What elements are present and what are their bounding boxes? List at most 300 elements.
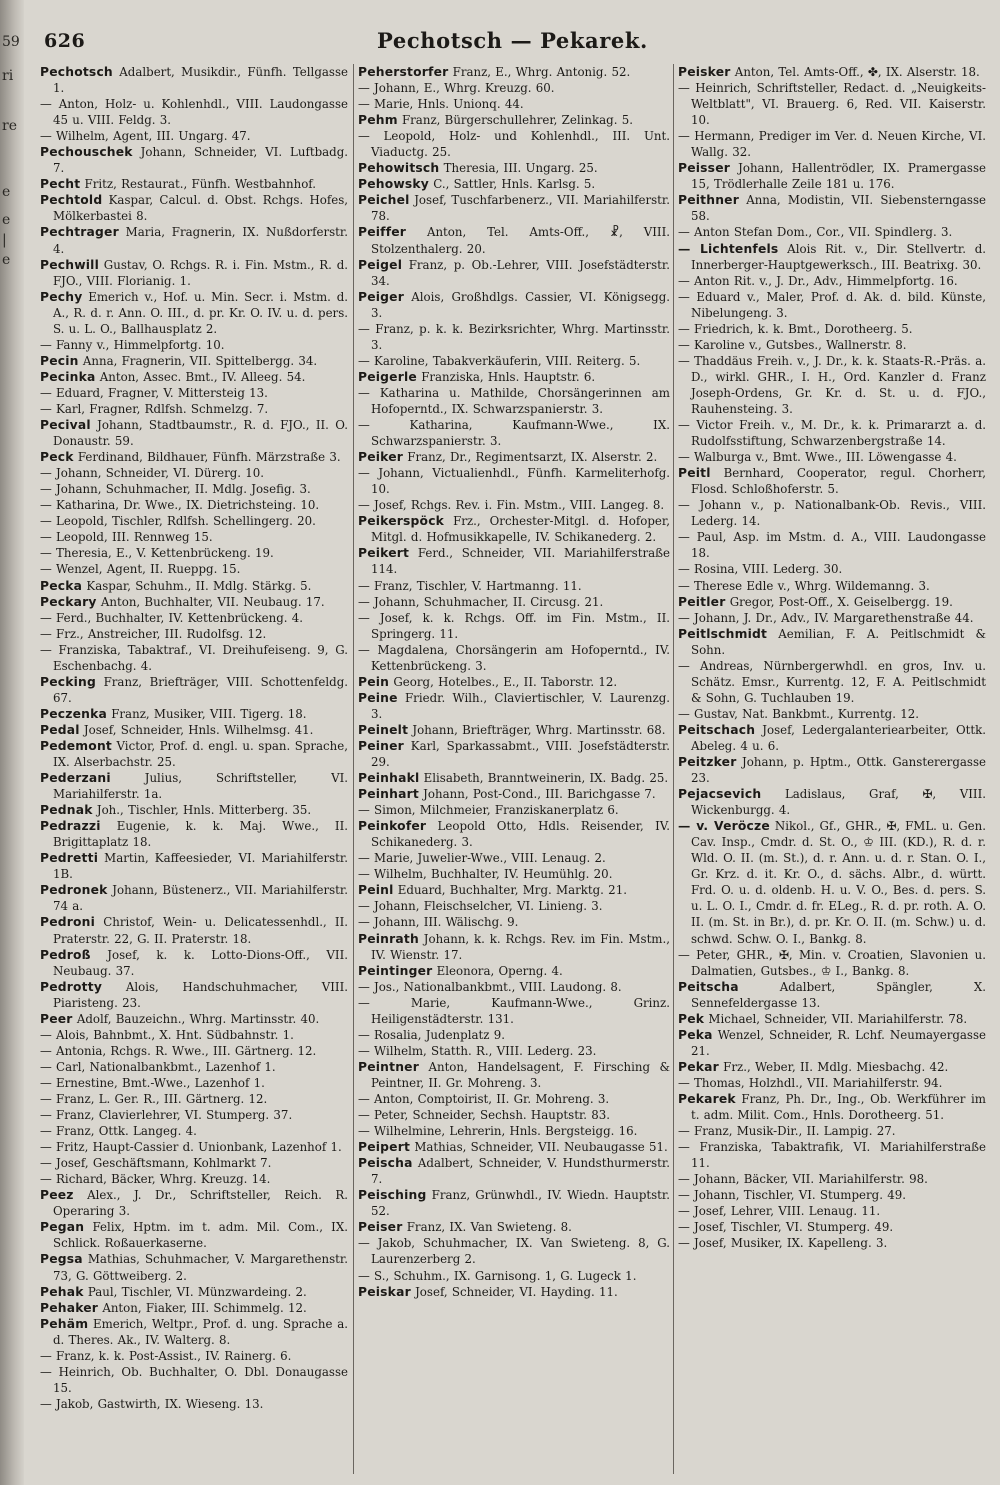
entry-surname: Pechotsch [40,65,113,79]
entry-details: Kaspar, Calcul. d. Obst. Rchgs. Hofes, Mölkerbastei 8. [53,193,348,224]
entry-details: — Eduard, Fragner, V. Mittersteig 13. [40,385,268,400]
entry-surname: Pedronek [40,883,108,898]
entry-surname: Peherstorfer [358,65,449,79]
directory-entry [358,690,670,722]
entry-details: — Fritz, Haupt-Cassier d. Unionbank, Lazenhof 1. [40,1140,342,1155]
directory-entry [678,1091,986,1123]
directory-entry [40,513,348,529]
directory-entry [678,465,986,497]
entry-details: — Thomas, Holzhdl., VII. Mariahilferstr. 94. [678,1075,943,1090]
directory-entry [40,1155,348,1171]
directory-entry [678,337,986,353]
directory-entry [678,1219,986,1235]
entry-details: — Josef, Geschäftsmann, Kohlmarkt 7. [40,1156,272,1171]
entry-details: — Marie, Juwelier-Wwe., VIII. Lenaug. 2. [358,851,606,866]
entry-surname: Pekarek [678,1092,736,1106]
entry-details: — Leopold, III. Rennweg 15. [40,530,213,545]
entry-details: — Rosalia, Judenplatz 9. [358,1027,505,1042]
directory-entry [358,914,670,930]
entry-details: Adalbert, Schneider, V. Hundsthurmerstr. 7. [371,1156,670,1187]
directory-entry [358,786,670,802]
entry-details: — Marie, Hnls. Unionq. 44. [358,97,524,112]
entry-details: Gustav, O. Rchgs. R. i. Fin. Mstm., R. d. FJO., VIII. Florianig. 1. [53,257,348,288]
page-number: 626 [44,30,86,52]
entry-details: Eleonora, Operng. 4. [436,963,563,978]
entry-details: Anton, Buchhalter, VII. Neubaug. 17. [100,594,325,609]
directory-entry [358,770,670,786]
entry-surname: Peisser [678,161,731,176]
entry-details: — Josef, Lehrer, VIII. Lenaug. 11. [678,1204,881,1219]
entry-surname: Peintinger [358,963,433,978]
entry-details: — Johann, Victualienhdl., Fünfh. Karmeliterhofg. 10. [358,466,670,497]
entry-surname: Peiker [358,450,404,465]
entry-details: Josef, Schneider, Hnls. Wilhelmsg. 41. [83,722,314,737]
directory-entry [358,176,670,192]
entry-details: — Franziska, Tabaktraf., VI. Dreihufeiseng. 9, G. Eschenbachg. 4. [40,642,348,673]
edge-fragment: e [2,212,11,228]
entry-surname: Peikerspöck [358,514,445,529]
directory-entry [678,289,986,321]
directory-entry [678,754,986,786]
entry-details: — Gustav, Nat. Bankbmt., Kurrentg. 12. [678,706,919,721]
entry-details: — Katharina, Dr. Wwe., IX. Dietrichsteing. 10. [40,498,320,513]
entry-surname: Pehm [358,113,398,128]
directory-columns [40,64,988,1474]
edge-fragment: | [2,232,7,248]
entry-details: — Karoline v., Gutsbes., Wallnerstr. 8. [678,337,907,352]
directory-entry [40,1027,348,1043]
directory-entry [40,561,348,577]
entry-surname: Peitzker [678,755,737,770]
entry-details: — Rosina, VIII. Lederg. 30. [678,562,843,577]
entry-details: — S., Schuhm., IX. Garnisong. 1, G. Lugeck 1. [358,1268,637,1283]
directory-entry [678,353,986,417]
edge-fragment: ri [2,68,14,84]
directory-entry [40,979,348,1011]
entry-surname: Pechwill [40,257,100,272]
entry-details: Emerich v., Hof. u. Min. Secr. i. Mstm. d. A., R. d. r. Ann. O. III., d. pr. Kr. O. IV. u. d. pers. S. u. L. O., Ballhausplatz 2. [53,289,348,336]
running-title: Pechotsch — Pekarek. [377,28,648,53]
entry-details: — Johann, Schuhmacher, II. Circusg. 21. [358,594,604,609]
directory-entry [678,1203,986,1219]
entry-details: Ferd., Schneider, VII. Mariahilferstraße 114. [371,546,670,577]
directory-entry [40,257,348,289]
entry-details: — Eduard v., Maler, Prof. d. Ak. d. bild. Künste, Nibelungeng. 3. [678,289,986,320]
entry-details: Maria, Fragnerin, IX. Nußdorferstr. 4. [53,225,348,256]
entry-details: C., Sattler, Hnls. Karlsg. 5. [433,177,596,192]
entry-details: Julius, Schriftsteller, VI. Mariahilferstr. 1a. [53,771,348,802]
entry-details: — Magdalena, Chorsängerin am Hofoperntd., IV. Kettenbrückeng. 3. [358,642,670,673]
directory-entry [678,224,986,240]
directory-entry [40,465,348,481]
entry-details: — Katharina u. Mathilde, Chorsängerinnen am Hofoperntd., IX. Schwarzspanierstr. 3. [358,385,670,416]
entry-details: — Anton Stefan Dom., Cor., VII. Spindlerg. 3. [678,225,953,240]
directory-entry [40,914,348,946]
directory-entry [358,995,670,1027]
directory-entry [678,658,986,706]
entry-details: Johann, Post-Cond., III. Barichgasse 7. [423,787,656,802]
directory-entry [678,561,986,577]
directory-entry [678,610,986,626]
directory-entry [358,1123,670,1139]
entry-details: Anton, Assec. Bmt., IV. Alleeg. 54. [99,369,306,384]
directory-entry [358,1235,670,1267]
directory-entry [678,449,986,465]
directory-entry [40,64,348,96]
directory-entry [40,882,348,914]
entry-surname: Peikert [358,546,410,561]
directory-entry [678,1123,986,1139]
entry-details: — Marie, Kaufmann-Wwe., Grinz. Heiligenstädterstr. 131. [358,995,670,1026]
entry-surname: Peipert [358,1140,411,1155]
entry-details: — Anton Rit. v., J. Dr., Adv., Himmelpfortg. 16. [678,273,958,288]
entry-details: Adolf, Bauzeichn., Whrg. Martinsstr. 40. [76,1011,320,1026]
directory-entry [358,513,670,545]
directory-entry [358,1091,670,1107]
entry-surname: Pegan [40,1220,85,1235]
entry-surname: Peinkofer [358,819,427,834]
directory-entry [358,882,670,898]
entry-details: — Peter, GHR., ✠, Min. v. Croatien, Slavonien u. Dalmatien, Gutsbes., ♔ I., Bankg. 8. [678,947,986,978]
directory-entry [358,674,670,690]
entry-details: — Katharina, Kaufmann-Wwe., IX. Schwarzspanierstr. 3. [358,418,670,449]
entry-details: — Josef, Rchgs. Rev. i. Fin. Mstm., VIII. Langeg. 8. [358,498,665,513]
entry-surname: Pecin [40,353,79,368]
entry-surname: Pechtold [40,193,103,208]
directory-entry [40,224,348,256]
entry-details: Gregor, Post-Off., X. Geiselbergg. 19. [729,594,953,609]
directory-entry [40,401,348,417]
entry-details: Eugenie, k. k. Maj. Wwe., II. Brigittaplatz 18. [53,819,348,850]
edge-fragment: e [2,184,11,200]
entry-details: Michael, Schneider, VII. Mariahilferstr. 78. [708,1011,968,1026]
directory-entry [678,1075,986,1091]
entry-surname: Peiser [358,1220,403,1235]
directory-entry [40,417,348,449]
entry-surname: Pehowitsch [358,161,440,176]
entry-details: — Anton, Holz- u. Kohlenhdl., VIII. Laudongasse 45 u. VIII. Feldg. 3. [40,97,348,128]
entry-surname: Peisching [358,1188,427,1203]
entry-details: Karl, Sparkassabmt., VIII. Josefstädterstr. 29. [371,738,670,770]
entry-details: — Anton, Comptoirist, II. Gr. Mohreng. 3. [358,1092,610,1106]
edge-fragment: re [2,118,17,134]
entry-details: — Frz., Anstreicher, III. Rudolfsg. 12. [40,626,267,641]
entry-details: — Josef, Tischler, VI. Stumperg. 49. [678,1220,894,1235]
entry-details: Franziska, Hnls. Hauptstr. 6. [421,369,596,384]
entry-details: — Alois, Bahnbmt., X. Hnt. Südbahnstr. 1. [40,1027,294,1042]
entry-details: — Leopold, Holz- und Kohlenhdl., III. Unt. Viaductg. 25. [358,129,670,160]
entry-details: Frz., Weber, II. Mdlg. Miesbachg. 42. [723,1059,949,1074]
entry-details: Franz, E., Whrg. Antonig. 52. [452,65,631,79]
entry-surname: Pek [678,1011,705,1026]
entry-surname: Peinelt [358,722,409,737]
entry-surname: Pedroni [40,915,96,930]
entry-details: Franz, Bürgerschullehrer, Zelinkag. 5. [401,113,633,128]
entry-details: Franz, Grünwhdl., IV. Wiedn. Hauptstr. 52. [371,1188,670,1219]
entry-surname: Pejacsevich [678,787,762,802]
directory-entry [358,1284,670,1300]
entry-details: — Therese Edle v., Whrg. Wildemanng. 3. [678,578,930,593]
entry-details: — Johann, III. Wälischg. 9. [358,915,519,930]
entry-details: Kaspar, Schuhm., II. Mdlg. Stärkg. 5. [86,578,312,593]
directory-entry [40,1396,348,1412]
directory-entry [40,1091,348,1107]
entry-surname: Peer [40,1011,73,1026]
entry-details: — Friedrich, k. k. Bmt., Dorotheerg. 5. [678,321,913,336]
directory-entry [40,192,348,224]
directory-entry [358,160,670,176]
entry-surname: Pehaker [40,1300,99,1315]
entry-details: — Andreas, Nürnbergerwhdl. en gros, Inv. u. Schätz. Emsr., Kurrentg. 12, F. A. Peitlschmidt & Sohn, G. Tuchlauben 19. [678,658,986,705]
directory-entry [40,337,348,353]
directory-entry [40,1219,348,1251]
entry-surname: Pederzani [40,771,111,786]
directory-entry [40,1187,348,1219]
directory-entry [358,449,670,465]
directory-entry [678,722,986,754]
entry-details: — Franz, k. k. Post-Assist., IV. Rainerg. 6. [40,1348,292,1363]
entry-surname: Peischa [358,1156,413,1171]
entry-surname: Peiger [358,289,404,304]
entry-details: Josef, Ledergalanteriearbeiter, Ottk. Abeleg. 4 u. 6. [691,722,986,753]
directory-entry [40,1251,348,1283]
entry-details: Franz, Briefträger, VIII. Schottenfeldg. 67. [53,674,348,705]
directory-entry [358,545,670,577]
directory-entry [40,144,348,176]
entry-details: Anton, Tel. Amts-Off., ✤, IX. Alserstr. 18. [734,65,980,79]
directory-entry [358,353,670,369]
entry-surname: Peck [40,450,74,465]
entry-details: — Victor Freih. v., M. Dr., k. k. Primararzt a. d. Rudolfsstiftung, Schwarzenbergstraße 14. [678,418,986,449]
directory-entry [678,64,986,80]
entry-details: — Johann, Bäcker, VII. Mariahilferstr. 98. [678,1172,928,1187]
entry-surname: Peitscha [678,979,739,994]
directory-entry [358,642,670,674]
directory-entry [678,1059,986,1075]
entry-details: — Josef, k. k. Rchgs. Off. im Fin. Mstm., II. Springerg. 11. [358,610,670,641]
entry-surname: Pehowsky [358,177,430,192]
directory-entry [358,112,670,128]
directory-entry [358,369,670,385]
directory-entry [40,1364,348,1396]
entry-details: — Karl, Fragner, Rdlfsh. Schmelzg. 7. [40,401,269,416]
entry-details: Alois, Handschuhmacher, VIII. Piaristeng. 23. [53,979,348,1010]
directory-entry [40,850,348,882]
entry-details: Wenzel, Schneider, R. Lchf. Neumayergasse 21. [691,1027,986,1058]
directory-entry [40,481,348,497]
entry-surname: Peiner [358,738,404,753]
directory-entry [40,818,348,850]
directory-entry [678,1011,986,1027]
entry-surname: Pedrazzi [40,819,101,834]
directory-entry [358,1139,670,1155]
entry-details: Franz, Musiker, VIII. Tigerg. 18. [111,706,307,721]
entry-details: — Wilhelmine, Lehrerin, Hnls. Bergsteigg. 16. [358,1124,638,1139]
entry-details: Adalbert, Spängler, X. Sennefeldergasse 13. [691,979,986,1010]
entry-details: — Heinrich, Schriftsteller, Redact. d. „Neuigkeits-Weltblatt", VI. Brauerg. 6, Red. VII. Kaiserstr. 10. [678,81,986,128]
directory-entry [358,594,670,610]
entry-details: — Wenzel, Agent, II. Rueppg. 15. [40,562,241,577]
entry-surname: Peckary [40,594,97,609]
directory-entry [40,1043,348,1059]
directory-entry [678,979,986,1011]
directory-entry [678,786,986,818]
directory-entry [678,1235,986,1251]
directory-entry [358,850,670,866]
directory-entry [40,176,348,192]
entry-details: — Johann, J. Dr., Adv., IV. Margarethenstraße 44. [678,610,974,625]
entry-details: — Thaddäus Freih. v., J. Dr., k. k. Staats-R.-Präs. a. D., wirkl. GHR., I. H., Ord. Kanzler d. Franz Joseph-Ordens, Gr. Kr. d. St. u. d. FJO., Rauhensteing. 3. [678,353,986,416]
entry-details: Bernhard, Cooperator, regul. Chorherr, Flosd. Schloßhoferstr. 5. [691,466,986,497]
entry-details: Anna, Modistin, VII. Siebensterngasse 58. [691,193,986,224]
entry-details: Johann, k. k. Rchgs. Rev. im Fin. Mstm., IV. Wienstr. 17. [371,931,670,962]
directory-entry [40,770,348,802]
entry-details: — Johann, E., Whrg. Kreuzg. 60. [358,81,555,96]
entry-details: — Simon, Milchmeier, Franziskanerplatz 6. [358,803,619,818]
directory-entry [358,1107,670,1123]
directory-entry [40,289,348,337]
entry-surname: Pecka [40,578,83,593]
directory-entry [678,1187,986,1203]
directory-entry [678,192,986,224]
directory-entry [40,385,348,401]
entry-details: Anton, Fiaker, III. Schimmelg. 12. [102,1300,307,1315]
entry-details: Franz, p. Ob.-Lehrer, VIII. Josefstädterstr. 34. [371,257,670,288]
entry-surname: Pednak [40,803,93,818]
entry-details: Alex., J. Dr., Schriftsteller, Reich. R. Operaring 3. [53,1188,348,1219]
entry-surname: Peine [358,690,398,705]
directory-entry [678,273,986,289]
entry-details: — Wilhelm, Agent, III. Ungarg. 47. [40,129,251,144]
directory-entry [678,818,986,946]
entry-details: Josef, k. k. Lotto-Dions-Off., VII. Neubaug. 37. [53,947,348,978]
directory-entry [40,626,348,642]
entry-details: — Richard, Bäcker, Whrg. Kreuzg. 14. [40,1172,271,1187]
entry-details: — Heinrich, Ob. Buchhalter, O. Dbl. Donaugasse 15. [40,1364,348,1395]
entry-surname: Pecival [40,418,91,433]
entry-details: Johann, p. Hptm., Ottk. Gansterergasse 23. [691,755,986,786]
entry-surname: Pedrotty [40,979,103,994]
directory-entry [678,160,986,192]
directory-entry [358,321,670,353]
directory-entry [358,385,670,417]
entry-surname: Peitler [678,594,726,609]
entry-details: Georg, Hotelbes., E., II. Taborstr. 12. [393,674,618,689]
directory-entry [678,594,986,610]
entry-details: — Ernestine, Bmt.-Wwe., Lazenhof 1. [40,1075,265,1090]
directory-entry [40,1348,348,1364]
entry-details: — Franz, Musik-Dir., II. Lampig. 27. [678,1124,896,1139]
adjacent-page-edge [0,0,24,1485]
entry-details: Josef, Tuschfarbenerz., VII. Mariahilferstr. 78. [371,193,670,224]
entry-details: Joh., Tischler, Hnls. Mitterberg. 35. [96,803,312,818]
entry-surname: Peiffer [358,225,407,240]
directory-entry [678,1139,986,1171]
directory-entry [40,449,348,465]
entry-surname: Pecinka [40,369,96,384]
directory-entry [40,578,348,594]
entry-details: — Jakob, Gastwirth, IX. Wieseng. 13. [40,1396,264,1411]
entry-details: Emerich, Weltpr., Prof. d. ung. Sprache a. d. Theres. Ak., IV. Walterg. 8. [53,1316,348,1347]
entry-surname: Peitlschmidt [678,626,768,641]
entry-surname: Peinrath [358,931,419,946]
directory-entry [40,369,348,385]
entry-surname: Peintner [358,1059,419,1074]
entry-details: Ferdinand, Bildhauer, Fünfh. Märzstraße 3. [77,450,341,465]
entry-surname: Peithner [678,193,739,208]
entry-details: — Jakob, Schuhmacher, IX. Van Swieteng. 8, G. Laurenzerberg 2. [358,1236,670,1267]
directory-entry [358,1027,670,1043]
entry-surname: Pedretti [40,851,99,866]
entry-details: — Leopold, Tischler, Rdlfsh. Schellingerg. 20. [40,514,316,529]
directory-entry [678,626,986,658]
directory-entry [678,1027,986,1059]
entry-surname: Peez [40,1188,74,1203]
directory-entry [678,497,986,529]
entry-details: — Franz, Clavierlehrer, VI. Stumperg. 37. [40,1108,293,1123]
entry-details: Alois Rit. v., Dir. Stellvertr. d. Innerberger-Hauptgewerksch., III. Beatrixg. 30. [691,241,986,272]
directory-entry [40,802,348,818]
entry-details: Anton, Handelsagent, F. Firsching & Peintner, II. Gr. Mohreng. 3. [371,1059,670,1090]
entry-surname: Peigel [358,257,403,272]
directory-entry [678,1171,986,1187]
directory-entry [40,706,348,722]
directory-entry [358,1219,670,1235]
entry-details: — Theresia, E., V. Kettenbrückeng. 19. [40,546,274,561]
entry-details: — Antonia, Rchgs. R. Wwe., III. Gärtnerg. 12. [40,1043,317,1058]
entry-details: — Franziska, Tabaktrafik, VI. Mariahilferstraße 11. [678,1140,986,1171]
entry-surname: Peinl [358,883,394,898]
entry-details: — Wilhelm, Statth. R., VIII. Lederg. 23. [358,1043,597,1058]
entry-details: Johann, Schneider, VI. Luftbadg. 7. [53,145,348,176]
directory-entry [358,192,670,224]
directory-entry [40,674,348,706]
directory-entry [358,128,670,160]
entry-details: Franz, Ph. Dr., Ing., Ob. Werkführer im t. adm. Milit. Com., Hnls. Dorotheerg. 51. [691,1092,986,1123]
directory-entry [678,529,986,561]
entry-details: — Fanny v., Himmelpfortg. 10. [40,337,225,352]
entry-details: Johann, Hallentrödler, IX. Pramergasse 15, Trödlerhalle Zeile 181 u. 176. [691,161,986,192]
directory-entry [40,1059,348,1075]
entry-surname: Pechtrager [40,225,119,240]
entry-surname: Peka [678,1027,713,1042]
entry-details: — Johann, Tischler, VI. Stumperg. 49. [678,1188,906,1203]
directory-entry [358,866,670,882]
entry-details: — Wilhelm, Buchhalter, IV. Heumühlg. 20. [358,867,613,882]
directory-entry [40,128,348,144]
entry-surname: Pekar [678,1059,719,1074]
directory-entry [40,1171,348,1187]
entry-surname: Peinhart [358,787,419,802]
column-2 [358,64,670,1474]
entry-details: — Hermann, Prediger im Ver. d. Neuen Kirche, VI. Wallg. 32. [678,129,986,160]
directory-entry [678,706,986,722]
entry-details: Alois, Großhdlgs. Cassier, VI. Königsegg. 3. [371,289,670,320]
entry-details: Aemilian, F. A. Peitlschmidt & Sohn. [691,626,986,657]
directory-entry [358,1043,670,1059]
entry-details: Johann, Stadtbaumstr., R. d. FJO., II. O. Donaustr. 59. [53,418,348,449]
entry-surname: Peiskar [358,1284,411,1299]
entry-details: Johann, Briefträger, Whrg. Martinsstr. 68. [412,722,666,737]
entry-surname: Pecking [40,674,96,689]
entry-surname: Pein [358,674,390,689]
edge-fragment: e [2,252,11,268]
directory-entry [40,497,348,513]
directory-entry [358,1268,670,1284]
directory-entry [358,818,670,850]
entry-details: — Walburga v., Bmt. Wwe., III. Löwengasse 4. [678,450,957,465]
entry-details: Nikol., Gf., GHR., ✠, FML. u. Gen. Cav. Insp., Cmdr. d. St. O., ♔ III. (KD.), R. d. r. Wld. O. II. (m. St.), d. r. Ann. u. d. r. Stan. O. I., Gr. Krz. d. it. Kr. O., d. sächs. Albr., d. württ. Frd. O. u. d. oldenb. H. u. V. O., Bes. d. pers. S. u. L. O. I., Cmdr. d. fr. ELeg., R. d. pr. roth. A. O. II. (m. St. in Br.), d. pr. Kr. O. II. (m. Schw.) u. d. schwd. Schw. O. I., Bankg. 8. [691,819,986,946]
